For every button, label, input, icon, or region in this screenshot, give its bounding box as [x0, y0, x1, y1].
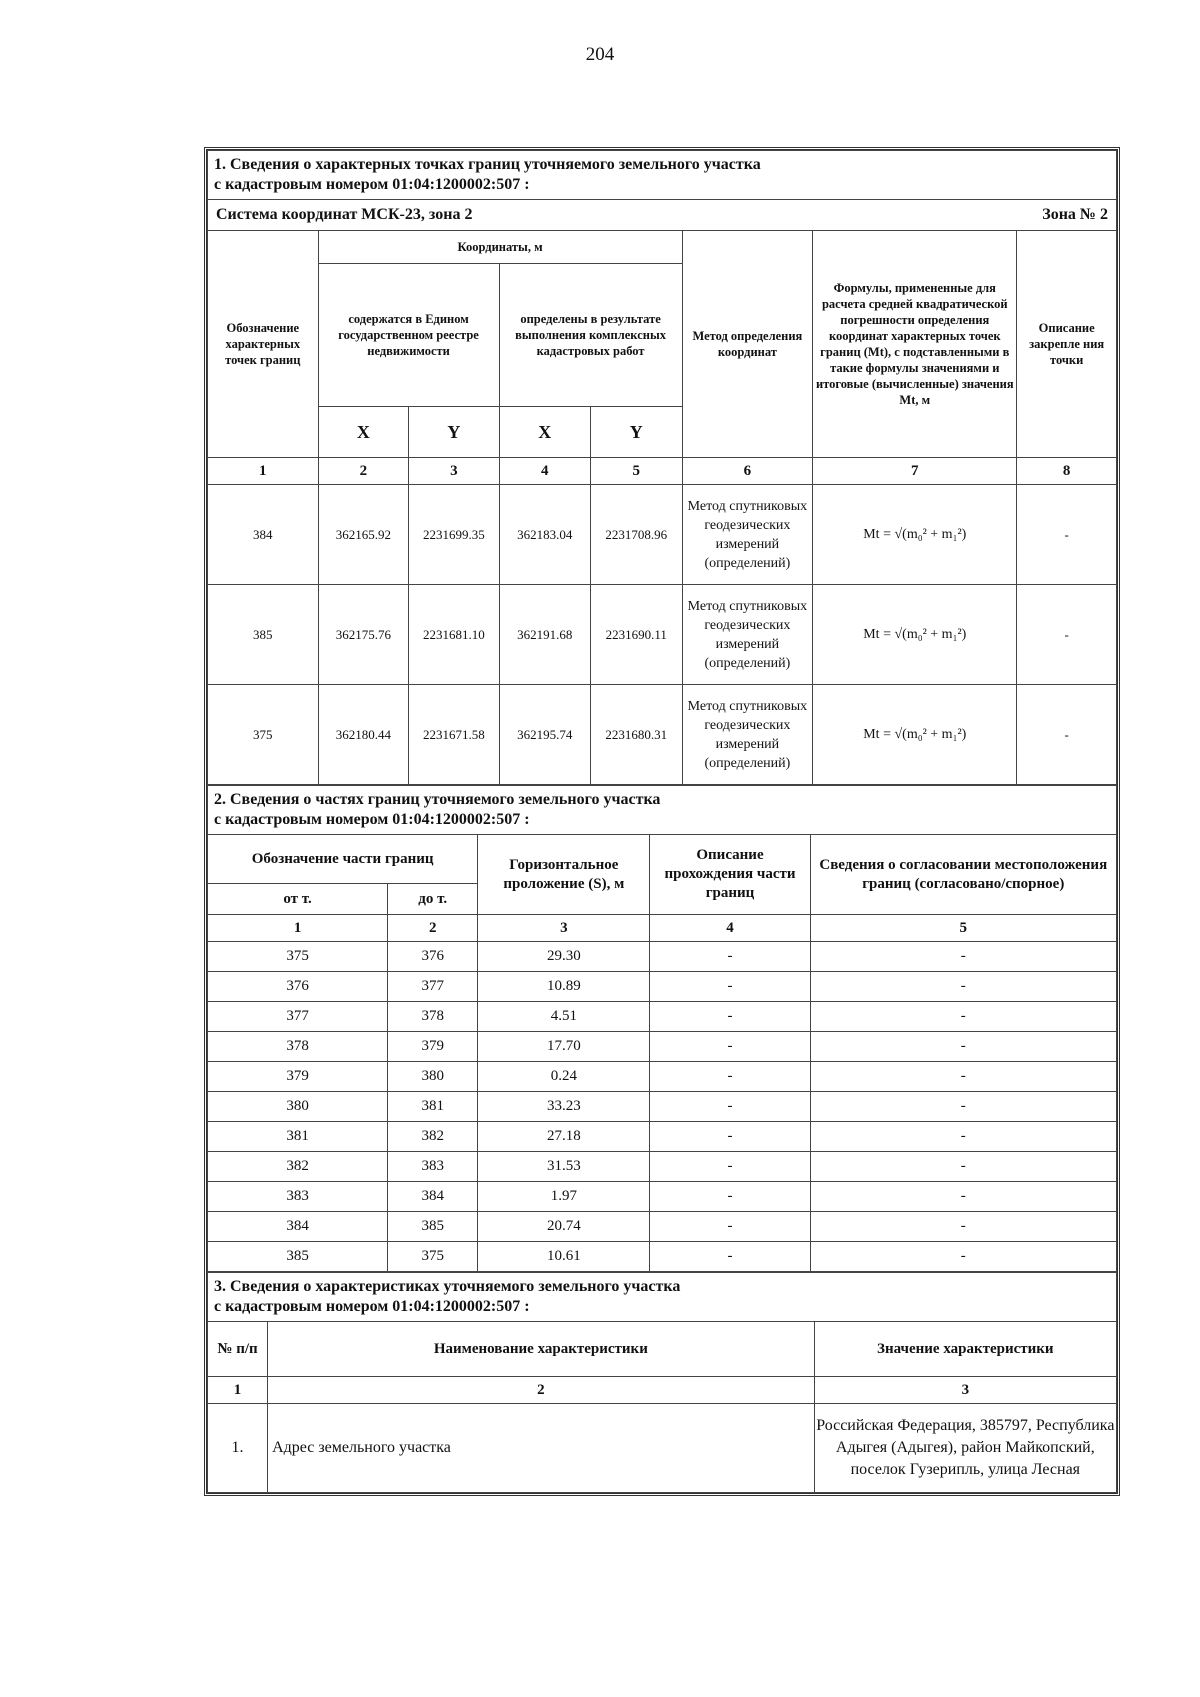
header-y1: Y	[409, 407, 499, 458]
section3-table	[207, 1272, 1117, 1493]
header-num: № п/п	[208, 1322, 268, 1377]
col-num: 5	[591, 458, 682, 485]
section2-table	[207, 785, 1117, 1272]
col-num: 2	[268, 1377, 815, 1404]
header-x1: X	[318, 407, 408, 458]
table-row: 376 377 10.89 - -	[208, 972, 1117, 1002]
col-num: 2	[318, 458, 408, 485]
col-num: 3	[814, 1377, 1116, 1404]
header-to: до т.	[388, 884, 478, 915]
col-num: 3	[478, 915, 650, 942]
header-name: Наименование характеристики	[268, 1322, 815, 1377]
col-num: 3	[409, 458, 499, 485]
header-point-designation: Обозначение характерных точек границ	[208, 231, 319, 458]
col-num: 1	[208, 458, 319, 485]
col-num: 8	[1017, 458, 1117, 485]
document-frame	[204, 147, 1120, 1496]
header-y2: Y	[591, 407, 682, 458]
table-row: 380 381 33.23 - -	[208, 1092, 1117, 1122]
header-part-designation: Обозначение части границ	[208, 835, 478, 884]
table-row: 378 379 17.70 - -	[208, 1032, 1117, 1062]
col-num: 6	[682, 458, 813, 485]
header-passage: Описание прохождения части границ	[650, 835, 810, 915]
section1-table	[207, 150, 1117, 785]
table-row: 385 362175.76 2231681.10 362191.68 2231690.11 Метод спутниковых геодезических измерений (определений) Mt = √(m₀² + m₁²) -	[208, 585, 1117, 685]
table-row: 379 380 0.24 - -	[208, 1062, 1117, 1092]
table-row: 383 384 1.97 - -	[208, 1182, 1117, 1212]
table-row: 375 362180.44 2231671.58 362195.74 2231680.31 Метод спутниковых геодезических измерений (определений) Mt = √(m₀² + m₁²) -	[208, 685, 1117, 785]
header-coordinates: Координаты, м	[318, 231, 682, 264]
table-row: 384 385 20.74 - -	[208, 1212, 1117, 1242]
header-in-egrn: содержатся в Едином государственном реестре недвижимости	[318, 264, 499, 407]
section2-title: 2. Сведения о частях границ уточняемого земельного участка с кадастровым номером 01:04:1200002:507 :	[208, 786, 1117, 835]
section1-title: 1. Сведения о характерных точках границ уточняемого земельного участка с кадастровым номером 01:04:1200002:507 :	[208, 151, 1117, 200]
col-num: 2	[388, 915, 478, 942]
col-num: 4	[650, 915, 810, 942]
col-num: 5	[810, 915, 1116, 942]
header-method: Метод определения координат	[682, 231, 813, 458]
zone-label: Зона № 2	[813, 200, 1117, 231]
coord-system: Система координат МСК-23, зона 2	[208, 200, 813, 231]
header-description: Описание закрепле ния точки	[1017, 231, 1117, 458]
table-row: 375 376 29.30 - -	[208, 942, 1117, 972]
col-num: 4	[499, 458, 590, 485]
section2-rows	[208, 942, 1117, 1272]
header-formulas: Формулы, примененные для расчета средней квадратической погрешности определения координат характерных точек границ (Mt), с подставленными в такие формулы значениями и итоговые (вычисленные) значения Mt, м	[813, 231, 1017, 458]
header-agreement: Сведения о согласовании местоположения границ (согласовано/спорное)	[810, 835, 1116, 915]
header-horizontal: Горизонтальное проложение (S), м	[478, 835, 650, 915]
table-row: 385 375 10.61 - -	[208, 1242, 1117, 1272]
col-num: 7	[813, 458, 1017, 485]
page-number: 204	[585, 44, 615, 65]
col-num: 1	[208, 915, 388, 942]
table-row: 1. Адрес земельного участка Российская Федерация, 385797, Республика Адыгея (Адыгея), район Майкопский, поселок Гузерипль, улица Лесная	[208, 1404, 1117, 1493]
table-row: 382 383 31.53 - -	[208, 1152, 1117, 1182]
table-row: 381 382 27.18 - -	[208, 1122, 1117, 1152]
section3-title: 3. Сведения о характеристиках уточняемого земельного участка с кадастровым номером 01:04:1200002:507 :	[208, 1273, 1117, 1322]
table-row: 384 362165.92 2231699.35 362183.04 2231708.96 Метод спутниковых геодезических измерений (определений) Mt = √(m₀² + m₁²) -	[208, 485, 1117, 585]
header-from: от т.	[208, 884, 388, 915]
header-x2: X	[499, 407, 590, 458]
header-value: Значение характеристики	[814, 1322, 1116, 1377]
col-num: 1	[208, 1377, 268, 1404]
table-row: 377 378 4.51 - -	[208, 1002, 1117, 1032]
header-determined: определены в результате выполнения комплексных кадастровых работ	[499, 264, 682, 407]
